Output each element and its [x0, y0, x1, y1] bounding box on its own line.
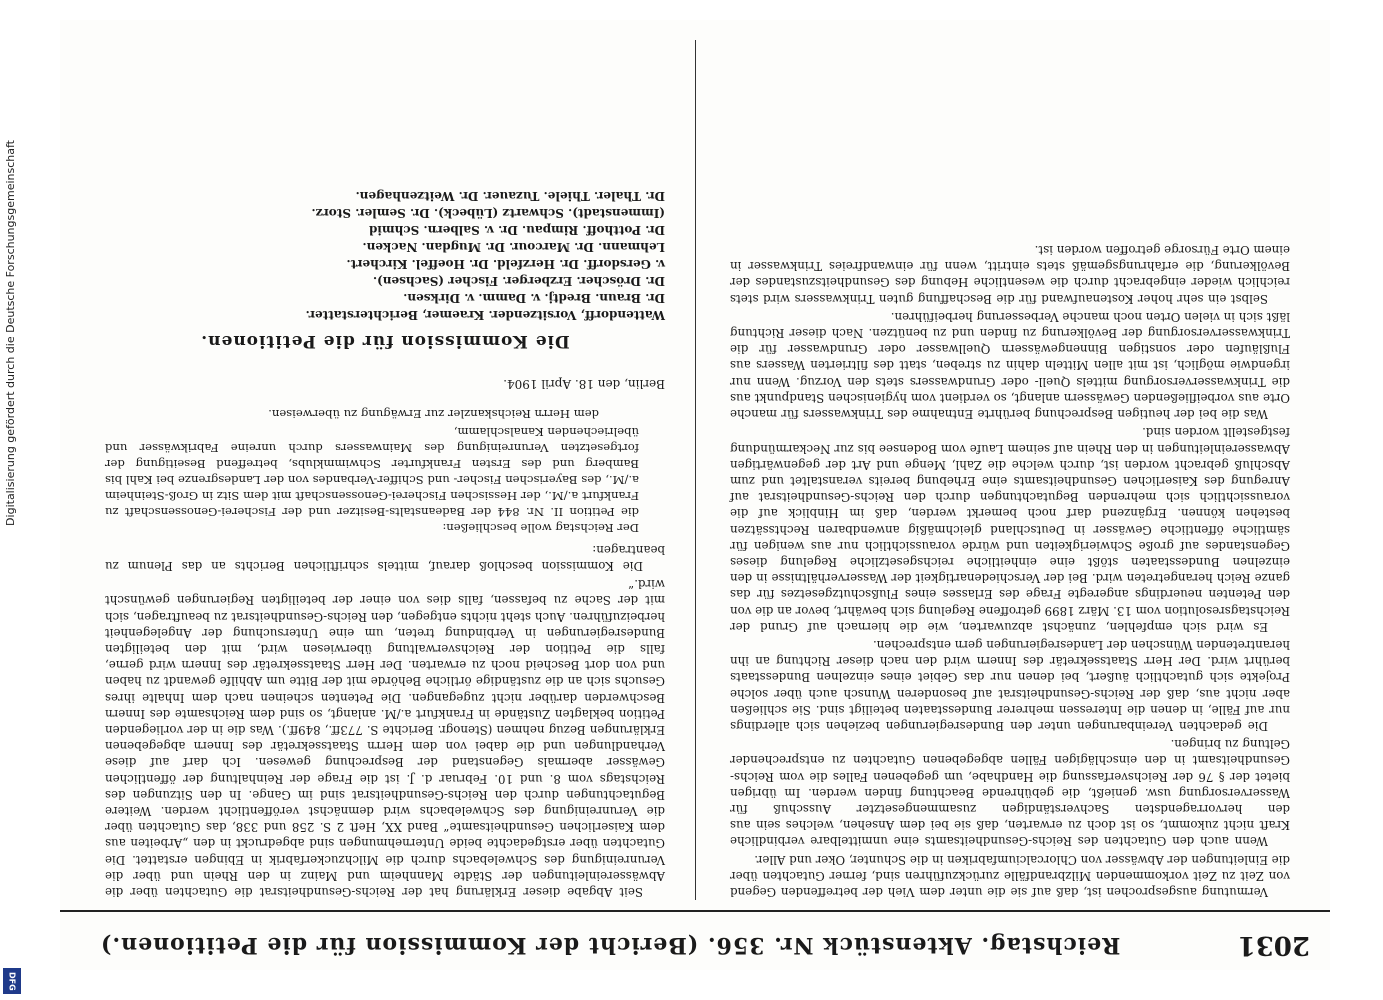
member-line: Dr. Braun. Bredtj. v. Damm. v. Dirksen. — [403, 291, 665, 306]
page-header — [60, 910, 1330, 970]
paragraph: Die gedachten Vereinbarungen unter den Bundesregierungen beziehen sich allerdings nur auf Fälle, in denen die Interessen mehrerer Bundesstaaten beteiligt sind. Sie schließen aber nicht aus, daß der Reichs-Gesundheitsrat auf besonderen Wunsch auch über solche Projekte sich gutachtlich äußert, bei denen nur das Gebiet eines einzelnen Bundesstaats berührt wird. Der Herr Staatssekretär des Innern wird den nach dieser Richtung an ihn herantretenden Wünschen der Landesregierungen gern entsprechen. — [730, 637, 1290, 733]
paragraph: Seit Abgabe dieser Erklärung hat der Reichs-Gesundheitsrat die Gutachten über die Abwässereinleitungen der Städte Mannheim und Mainz in den Rhein und über die Verunreinigung des Schwelebachs durch die Milchzuckerfabrik in Ebingen erstattet. Die Gutachten über erstgedachte beide Unternehmungen sind abgedruckt in den „Arbeiten aus dem Kaiserlichen Gesundheitsamte“ Band XX, Heft 2 S. 258 und 338, das Gutachten über die Verunreinigung des Schwelebachs wird demnächst veröffentlicht werden. Weitere Begutachtungen durch den Reichs-Gesundheitsrat sind im Gange. In den Sitzungen des Reichstags vom 8. und 10. Februar d. J. ist die Frage der Reinhaltung der öffentlichen Gewässer abermals Gegenstand der Besprechung gewesen. Ich darf auf diese Verhandlungen und die dabei von dem Herrn Staatssekretär des Innern abgegebenen Erklärungen Bezug nehmen (Stenogr. Berichte S. 773ff., 849ff.). Was die in der vorliegenden Petition beklagten Zustände in Frankfurt a./M. anlangt, so sind dem Reichsamte des Innern Beschwerden darüber nicht zugegangen. Die Petenten scheinen nach dem Inhalte ihres Gesuchs sich an die zuständige örtliche Behörde mit der Bitte um Abhilfe gewandt zu haben und von dort Bescheid noch zu erwarten. Der Herr Staatssekretär des Innern wird gerne, falls die Petition der Reichsverwaltung überwiesen wird, mit den beteiligten Bundesregierungen in Verbindung treten, um eine Untersuchung der Angelegenheit herbeizuführen. Auch steht nichts entgegen, den Reichs-Gesundheitsrat zu beauftragen, sich mit der Sache zu befassen, falls dies von einer der beteiligten Regierungen gewünscht wird.“ — [105, 577, 665, 899]
credit-text: Digitalisierung gefördert durch die Deutsche Forschungsgemeinschaft — [4, 140, 17, 526]
paragraph: Was die bei der heutigen Besprechung berührte Entnahme des Trinkwassers für manche Orte aus vorbeifließenden Gewässern anlangt, so verdient vom hygienischen Standpunkt aus die Trinkwasserversorgung mittels Quell- oder Grundwassers stets den Vorzug. Wenn nur irgendwie möglich, ist mit allen Mitteln dahin zu streben, statt des filtrierten Wassers aus Flußläufen oder sonstigen Binnengewässern Quellwasser oder Grundwasser für die Trinkwasserversorgung der Bevölkerung zu finden und zu benützen. Nach dieser Richtung läßt sich in vielen Orten noch manche Verbesserung herbeiführen. — [730, 309, 1290, 422]
digitization-credit — [4, 140, 26, 990]
member-list — [105, 187, 665, 323]
dfg-logo: DFG — [3, 968, 21, 994]
member-line: Wattendorff, Vorsitzender. Kraemer, Berichterstatter. — [305, 308, 665, 323]
member-line: Dr. Dröscher. Erzberger. Fischer (Sachsen). — [372, 274, 665, 289]
member-line: v. Gersdorff. Dr. Herzfeld. Dr. Hoeffel. Kirchert. — [346, 257, 665, 272]
motion — [105, 406, 639, 536]
date-line: Berlin, den 18. April 1904. — [503, 376, 665, 391]
commission-heading: Die Kommission für die Petitionen. — [200, 331, 570, 352]
page-number: 2031 — [1237, 930, 1310, 960]
paragraph: Die Kommission beschloß darauf, mittels schriftlichen Berichts an das Plenum zu beantragen: — [105, 542, 665, 573]
paragraph: Selbst ein sehr hoher Kostenaufwand für die Beschaffung guten Trinkwassers wird stets reichlich wieder eingebracht durch die wesentliche Hebung des Gesundheitszustandes der Bevölkerung, die erfahrungsgemäß stets eintritt, wenn für einwandfreies Trinkwasser in einem Orte Fürsorge getroffen worden ist. — [730, 243, 1290, 306]
document-page — [60, 20, 1330, 970]
paragraph: Es wird sich empfehlen, zunächst abzuwarten, wie die hiernach auf Grund der Reichstagsresolution vom 13. März 1899 getroffene Regelung sich bewährt, bevor an die von den Petenten neuerdings angeregte Frage des Erlasses eines Flußschutzgesetzes für das ganze Reich herangetreten wird. Bei der Verschiedenartigkeit der Wasserverhältnisse in den einzelnen Bundesstaaten stößt eine einheitliche reichsgesetzliche Regelung dieses Gegenstandes auf große Schwierigkeiten und würde voraussichtlich nur aus wenigen für sämtliche öffentliche Gewässer in Deutschland gleichmäßig anwendbaren Rechtssätzen bestehen können. Ergänzend darf noch bemerkt werden, daß im Hinblick auf die voraussichtlich sich mehrenden Begutachtungen durch den Reichs-Gesundheitsrat auf Anregung des Kaiserlichen Gesundheitsamts eine Erhebung bereits veranstaltet und zum Abschluß gebracht worden ist, durch welche die Zahl, Menge und Art der gegenwärtigen Abwassereinleitungen in den Rhein auf seinem Laufe vom Bodensee bis zur Neckarmündung festgestellt worden sind. — [730, 425, 1290, 634]
member-line: Lehmann. Dr. Marcour. Dr. Mugdan. Nacken. — [362, 240, 665, 255]
member-line: Dr. Potthoff. Rimpau. Dr. v. Salbern. Schmid — [368, 223, 665, 238]
motion-intro: Der Reichstag wolle beschließen: — [442, 520, 639, 535]
member-line: Dr. Thaler. Thiele. Tuzauer. Dr. Weitzenhagen. — [355, 189, 665, 204]
right-column — [105, 187, 665, 900]
motion-text: die Petition II. Nr. 844 der Badeanstalts-Besitzer und der Fischerei-Genossenschaft zu Frankfurt a./M., der Hessischen Fischerei-Genossenschaft mit dem Sitz in Groß-Steinheim a./M., des Bayerischen Fischer- und Schiffer-Verbandes von der Landesgrenze bei Kahl bis Bamberg und des Ersten Frankfurter Schwimmklubs, betreffend Beseitigung der fortgesetzten Verunreinigung des Mainwassers durch unreine Fabrikwässer und übelriechenden Kanalschlamm, — [105, 424, 639, 519]
running-title: Reichstag. Aktenstück Nr. 356. (Bericht der Kommission für die Petitionen.) — [100, 932, 1121, 958]
column-divider — [695, 40, 696, 900]
motion-request: dem Herrn Reichskanzler zur Erwägung zu überweisen. — [268, 406, 599, 421]
paragraph: Wenn auch den Gutachten des Reichs-Gesundheitsamts eine unmittelbare verbindliche Kraft nicht zukommt, so ist doch zu erwarten, daß sie bei dem Ansehen, welches sein aus den hervorragendsten Sachverständigen zusammengesetzter Ausschuß für Wasserversorgung usw. genießt, die gebührende Beachtung finden werden. Im übrigen bietet der § 76 der Reichsverfassung die Handhabe, um gegebenen Falles die vom Reichs-Gesundheitsamt in den einschlägigen Fällen abgegebenen Gutachten zu entsprechender Geltung zu bringen. — [730, 737, 1290, 849]
left-column — [730, 240, 1290, 900]
member-line: (Immenstadt). Schwartz (Lübeck). Dr. Semler. Storz. — [311, 206, 665, 221]
paragraph: Vermutung ausgesprochen ist, daß auf sie die unter dem Vieh der betreffenden Gegend von Zeit zu Zeit vorkommenden Milzbrandfälle zurückzuführen sind, ferner Gutachten über die Einleitungen der Abwässer von Chlorcalciumfabriken in die Schunter, Oker und Aller. — [730, 852, 1290, 899]
